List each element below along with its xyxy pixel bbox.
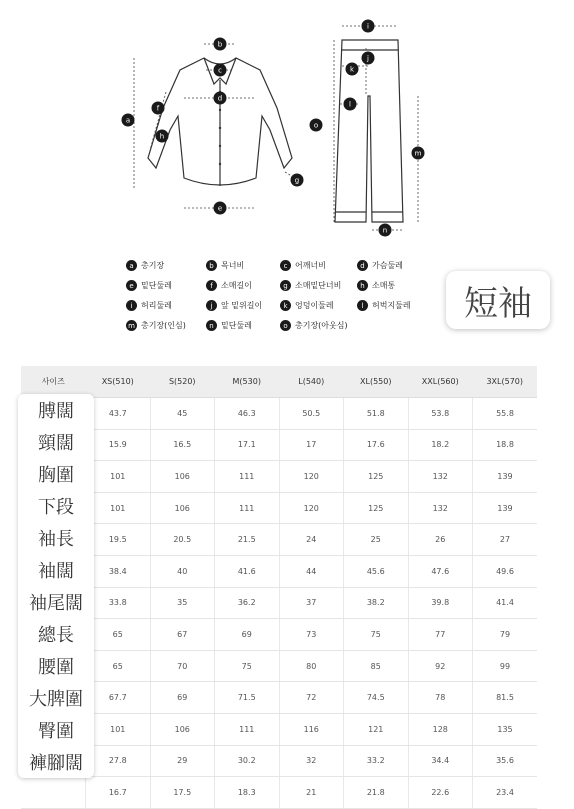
table-cell: 21.8: [344, 777, 409, 809]
marker-f: [152, 102, 165, 115]
row-label: 大脾圍: [29, 689, 83, 710]
table-cell: 65: [86, 619, 151, 651]
table-cell: 30.2: [215, 745, 280, 777]
table-row: [21, 777, 537, 809]
legend-item: l 허벅지둘레: [357, 300, 411, 311]
table-cell: 17: [279, 429, 344, 461]
table-cell: 21.5: [215, 524, 280, 556]
table-row: [21, 524, 537, 556]
table-cell: 17.1: [215, 429, 280, 461]
table-cell: 72: [279, 682, 344, 714]
table-row: [21, 619, 537, 651]
table-cell: 111: [215, 461, 280, 493]
table-cell: 43.7: [86, 398, 151, 430]
table-cell: 40: [150, 555, 215, 587]
table-cell: 99: [473, 650, 538, 682]
marker-g: [291, 174, 304, 187]
row-label-cell: [21, 777, 86, 809]
table-cell: 139: [473, 492, 538, 524]
table-row: [21, 682, 537, 714]
table-cell: 106: [150, 713, 215, 745]
svg-text:i: i: [367, 22, 369, 31]
table-cell: 16.7: [86, 777, 151, 809]
table-cell: 75: [215, 650, 280, 682]
legend-item: g 소매밑단너비: [280, 280, 341, 291]
table-cell: 17.6: [344, 429, 409, 461]
table-cell: 51.8: [344, 398, 409, 430]
table-cell: 16.5: [150, 429, 215, 461]
table-row: [21, 587, 537, 619]
table-row: [21, 492, 537, 524]
row-label-overlay: [18, 394, 94, 778]
table-cell: 17.5: [150, 777, 215, 809]
table-cell: 74.5: [344, 682, 409, 714]
marker-d: [214, 92, 227, 105]
table-cell: 38.4: [86, 555, 151, 587]
table-cell: 36.2: [215, 587, 280, 619]
marker-o: [310, 119, 323, 132]
column-header: L(540): [279, 366, 344, 398]
column-header: XS(510): [86, 366, 151, 398]
table-cell: 81.5: [473, 682, 538, 714]
svg-text:e: e: [217, 204, 223, 213]
legend-item: e 밑단둘레: [126, 280, 172, 291]
table-row: [21, 745, 537, 777]
table-cell: 125: [344, 492, 409, 524]
table-row: [21, 555, 537, 587]
table-cell: 47.6: [408, 555, 473, 587]
legend-item: i 허리둘레: [126, 300, 172, 311]
table-cell: 116: [279, 713, 344, 745]
table-cell: 29: [150, 745, 215, 777]
table-cell: 26: [408, 524, 473, 556]
legend-item: h 소매통: [357, 280, 395, 291]
table-cell: 135: [473, 713, 538, 745]
table-row: [21, 713, 537, 745]
table-cell: 67: [150, 619, 215, 651]
column-header: XXL(560): [408, 366, 473, 398]
table-cell: 33.8: [86, 587, 151, 619]
table-cell: 27: [473, 524, 538, 556]
marker-h: [156, 130, 169, 143]
garment-measurement-diagram: [0, 0, 574, 250]
table-cell: 106: [150, 461, 215, 493]
table-row: [21, 398, 537, 430]
table-header-row: [21, 366, 537, 398]
row-label: 袖闊: [38, 561, 74, 582]
table-cell: 120: [279, 461, 344, 493]
row-label: 頸闊: [38, 433, 74, 454]
svg-text:a: a: [125, 116, 131, 125]
table-cell: 65: [86, 650, 151, 682]
column-header: 3XL(570): [473, 366, 538, 398]
svg-text:k: k: [349, 65, 355, 74]
legend-item: k 엉덩이둘레: [280, 300, 334, 311]
table-cell: 111: [215, 492, 280, 524]
table-row: [21, 650, 537, 682]
table-cell: 79: [473, 619, 538, 651]
table-cell: 132: [408, 492, 473, 524]
row-label: 袖尾闊: [29, 593, 83, 614]
legend-item: c 어깨너비: [280, 260, 326, 271]
table-cell: 120: [279, 492, 344, 524]
table-cell: 45: [150, 398, 215, 430]
svg-text:f: f: [156, 104, 160, 113]
table-cell: 18.3: [215, 777, 280, 809]
table-cell: 32: [279, 745, 344, 777]
row-label: 褲腳闊: [29, 753, 83, 774]
table-cell: 77: [408, 619, 473, 651]
table-cell: 111: [215, 713, 280, 745]
table-cell: 49.6: [473, 555, 538, 587]
marker-n: [379, 224, 392, 237]
table-cell: 85: [344, 650, 409, 682]
table-cell: 139: [473, 461, 538, 493]
svg-text:m: m: [414, 149, 422, 158]
svg-text:c: c: [218, 66, 222, 75]
pants-outline: [335, 40, 403, 222]
table-cell: 18.2: [408, 429, 473, 461]
row-label: 總長: [38, 625, 74, 646]
table-cell: 106: [150, 492, 215, 524]
table-cell: 24: [279, 524, 344, 556]
table-cell: 125: [344, 461, 409, 493]
legend-item: b 목너비: [206, 260, 244, 271]
row-label: 胸圍: [38, 465, 74, 486]
marker-m: [412, 147, 425, 160]
table-cell: 75: [344, 619, 409, 651]
marker-b: [214, 38, 227, 51]
marker-a: [122, 114, 135, 127]
table-cell: 101: [86, 492, 151, 524]
legend-item: f 소매길이: [206, 280, 252, 291]
marker-e: [214, 202, 227, 215]
table-cell: 67.7: [86, 682, 151, 714]
table-cell: 55.8: [473, 398, 538, 430]
table-cell: 92: [408, 650, 473, 682]
table-cell: 25: [344, 524, 409, 556]
marker-i: [362, 20, 375, 33]
legend-item: m 총기장(인심): [126, 320, 186, 331]
table-cell: 20.5: [150, 524, 215, 556]
svg-text:j: j: [367, 54, 369, 63]
table-row: [21, 461, 537, 493]
legend-item: d 가슴둘레: [357, 260, 403, 271]
svg-text:o: o: [313, 121, 319, 130]
row-label: 臀圍: [38, 721, 74, 742]
svg-text:n: n: [382, 226, 388, 235]
table-cell: 38.2: [344, 587, 409, 619]
table-cell: 33.2: [344, 745, 409, 777]
table-cell: 27.8: [86, 745, 151, 777]
table-cell: 101: [86, 713, 151, 745]
table-cell: 70: [150, 650, 215, 682]
table-cell: 50.5: [279, 398, 344, 430]
short-sleeve-badge: 短袖: [446, 271, 550, 329]
table-cell: 45.6: [344, 555, 409, 587]
legend-item: j 앞 밑위길이: [206, 300, 262, 311]
table-cell: 41.6: [215, 555, 280, 587]
legend-item: n 밑단둘레: [206, 320, 252, 331]
svg-text:l: l: [349, 100, 351, 109]
table-cell: 15.9: [86, 429, 151, 461]
size-table: [21, 366, 537, 809]
marker-k: [346, 63, 359, 76]
table-cell: 69: [150, 682, 215, 714]
table-cell: 44: [279, 555, 344, 587]
column-header: XL(550): [344, 366, 409, 398]
svg-text:h: h: [159, 132, 165, 141]
column-header: 사이즈: [21, 366, 86, 398]
measurement-legend: [126, 260, 426, 332]
table-cell: 22.6: [408, 777, 473, 809]
legend-item: a 총기장: [126, 260, 164, 271]
table-cell: 53.8: [408, 398, 473, 430]
table-cell: 101: [86, 461, 151, 493]
row-label: 腰圍: [38, 657, 74, 678]
table-cell: 80: [279, 650, 344, 682]
column-header: M(530): [215, 366, 280, 398]
marker-l: [344, 98, 357, 111]
table-cell: 19.5: [86, 524, 151, 556]
table-cell: 35: [150, 587, 215, 619]
table-cell: 39.8: [408, 587, 473, 619]
table-cell: 23.4: [473, 777, 538, 809]
table-row: [21, 429, 537, 461]
table-cell: 37: [279, 587, 344, 619]
table-cell: 69: [215, 619, 280, 651]
table-cell: 121: [344, 713, 409, 745]
svg-text:g: g: [294, 176, 300, 185]
table-cell: 128: [408, 713, 473, 745]
table-cell: 18.8: [473, 429, 538, 461]
table-cell: 132: [408, 461, 473, 493]
marker-j: [362, 52, 375, 65]
svg-text:b: b: [217, 40, 223, 49]
table-cell: 73: [279, 619, 344, 651]
marker-c: [214, 64, 227, 77]
table-cell: 41.4: [473, 587, 538, 619]
column-header: S(520): [150, 366, 215, 398]
row-label: 膊闊: [38, 401, 74, 422]
table-cell: 34.4: [408, 745, 473, 777]
table-cell: 78: [408, 682, 473, 714]
table-cell: 71.5: [215, 682, 280, 714]
svg-text:d: d: [217, 94, 223, 103]
table-cell: 46.3: [215, 398, 280, 430]
legend-item: o 총기장(아웃심): [280, 320, 348, 331]
table-cell: 35.6: [473, 745, 538, 777]
table-cell: 21: [279, 777, 344, 809]
row-label: 袖長: [38, 529, 74, 550]
row-label: 下段: [38, 497, 74, 518]
